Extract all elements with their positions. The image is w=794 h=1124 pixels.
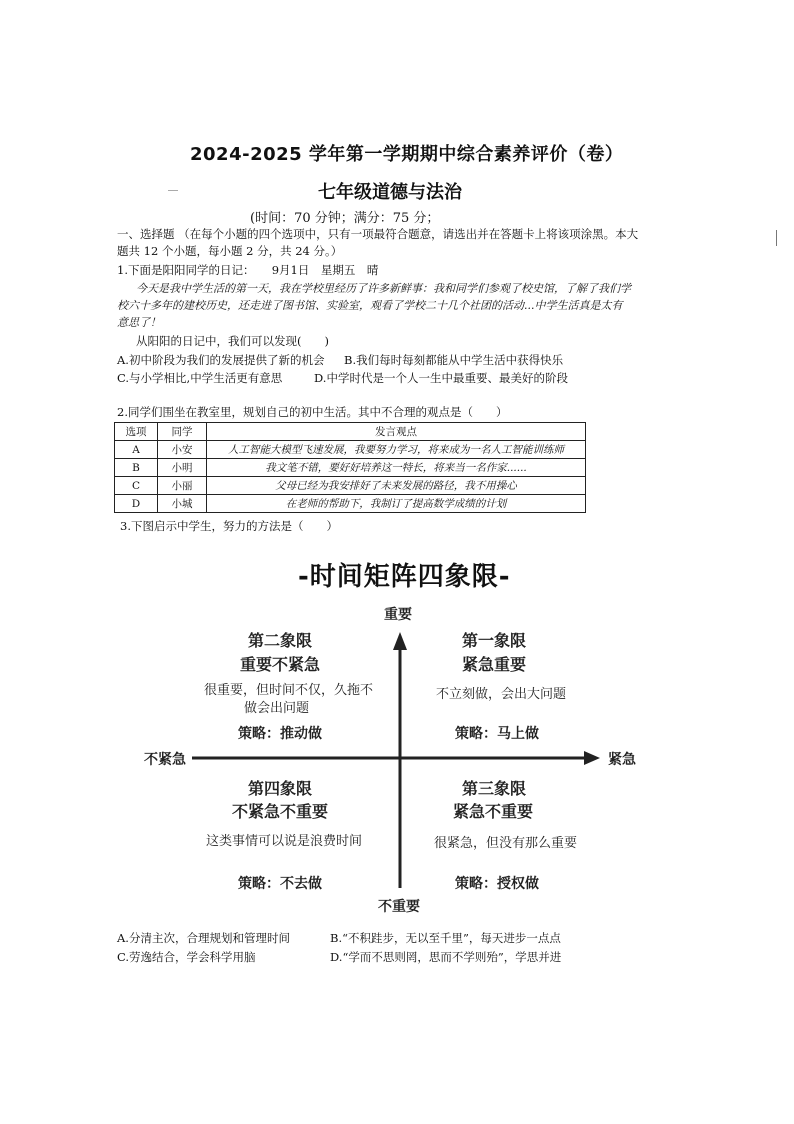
table-cell: D: [115, 495, 158, 513]
axis-label-important: 重要: [384, 607, 412, 623]
q3-option-a: A.分清主次，合理规划和管理时间: [117, 931, 290, 945]
table-cell: 我文笔不错，要好好培养这一特长，将来当一名作家......: [207, 459, 586, 477]
quadrant-4-strategy: 策略：不去做: [238, 876, 322, 892]
q3-option-d: D.“学而不思则罔，思而不学则殆”，学思并进: [330, 950, 562, 964]
q3-stem: 3.下图启示中学生，努力的方法是（ ）: [120, 519, 338, 533]
quadrant-2-strategy: 策略：推动做: [238, 726, 322, 742]
quadrant-2-desc-line2: 做会出问题: [244, 701, 310, 716]
exam-info: (时间：70 分钟；满分：75 分；: [250, 211, 440, 226]
table-cell: B: [115, 459, 158, 477]
axis-label-urgent: 紧急: [608, 752, 636, 768]
quadrant-3-desc: 很紧急，但没有那么重要: [434, 836, 578, 851]
quadrant-1-strategy: 策略：马上做: [455, 726, 539, 742]
quadrant-4-title: 第四象限: [248, 779, 313, 798]
table-cell: 小城: [158, 495, 207, 513]
q1-diary-line2: 校六十多年的建校历史，还走进了图书馆、实验室，观看了学校二十几个社团的活动...中学生活真是太有: [117, 299, 623, 312]
subject-title: 七年级道德与法治: [318, 182, 462, 203]
q2-stem: 2.同学们围坐在教室里，规划自己的初中生活。其中不合理的观点是（ ）: [117, 405, 508, 419]
quadrant-3-title: 第三象限: [462, 779, 527, 798]
axis-label-not-important: 不重要: [378, 899, 420, 915]
arrow-up-icon: [393, 632, 407, 650]
table-cell: 人工智能大模型飞速发展，我要努力学习，将来成为一名人工智能训练师: [207, 441, 586, 459]
q3-option-b: B.“不积跬步，无以至千里”，每天进步一点点: [330, 931, 561, 945]
exam-title: 2024-2025 学年第一学期期中综合素养评价（卷）: [190, 144, 624, 165]
table-cell: 小丽: [158, 477, 207, 495]
q3-option-c: C.劳逸结合，学会科学用脑: [117, 950, 256, 964]
quadrant-4-subtitle: 不紧急不重要: [232, 802, 329, 821]
q1-stem: 1.下面是阳阳同学的日记： 9月1日 星期五 晴: [117, 263, 379, 277]
table-cell: 父母已经为我安排好了未来发展的路径，我不用操心: [207, 477, 586, 495]
section-instructions-line1: 一、选择题 （在每个小题的四个选项中，只有一项最符合题意，请选出并在答题卡上将该项涂黑。本大: [117, 227, 639, 241]
quadrant-2-title: 第二象限: [248, 631, 313, 650]
table-cell: 小安: [158, 441, 207, 459]
table-header: 发言观点: [207, 423, 586, 441]
table-cell: 小明: [158, 459, 207, 477]
table-header: 同学: [158, 423, 207, 441]
quadrant-1-desc: 不立刻做，会出大问题: [436, 687, 567, 702]
matrix-title: -时间矩阵四象限-: [298, 562, 511, 592]
q1-prompt: 从阳阳的日记中，我们可以发现( ): [136, 334, 329, 348]
quadrant-1-title: 第一象限: [462, 631, 527, 650]
q1-option-a: A.初中阶段为我们的发展提供了新的机会: [117, 353, 325, 367]
quadrant-1-subtitle: 紧急重要: [462, 655, 527, 674]
q1-diary-line3: 意思了！: [117, 316, 161, 329]
arrow-right-icon: [584, 751, 600, 765]
quadrant-2-subtitle: 重要不紧急: [240, 655, 321, 674]
q1-option-c: C.与小学相比,中学生活更有意思: [117, 371, 283, 385]
quadrant-3-subtitle: 紧急不重要: [453, 802, 534, 821]
quadrant-4-desc: 这类事情可以说是浪费时间: [206, 834, 363, 849]
q1-option-d: D.中学时代是一个人一生中最重要、最美好的阶段: [314, 371, 568, 385]
table-cell: 在老师的帮助下，我制订了提高数学成绩的计划: [207, 495, 586, 513]
table-cell: A: [115, 441, 158, 459]
quadrant-2-desc-line1: 很重要，但时间不仅，久拖不: [204, 683, 374, 698]
section-instructions-line2: 题共 12 个小题，每小题 2 分，共 24 分。）: [117, 244, 343, 258]
q1-option-b: B.我们每时每刻都能从中学生活中获得快乐: [344, 353, 564, 367]
quadrant-3-strategy: 策略：授权做: [455, 876, 539, 892]
axis-label-not-urgent: 不紧急: [144, 752, 186, 768]
table-cell: C: [115, 477, 158, 495]
q1-diary-line1: 今天是我中学生活的第一天，我在学校里经历了许多新鲜事：我和同学们参观了校史馆，了解了我们学: [136, 282, 631, 295]
table-header: 选项: [115, 423, 158, 441]
